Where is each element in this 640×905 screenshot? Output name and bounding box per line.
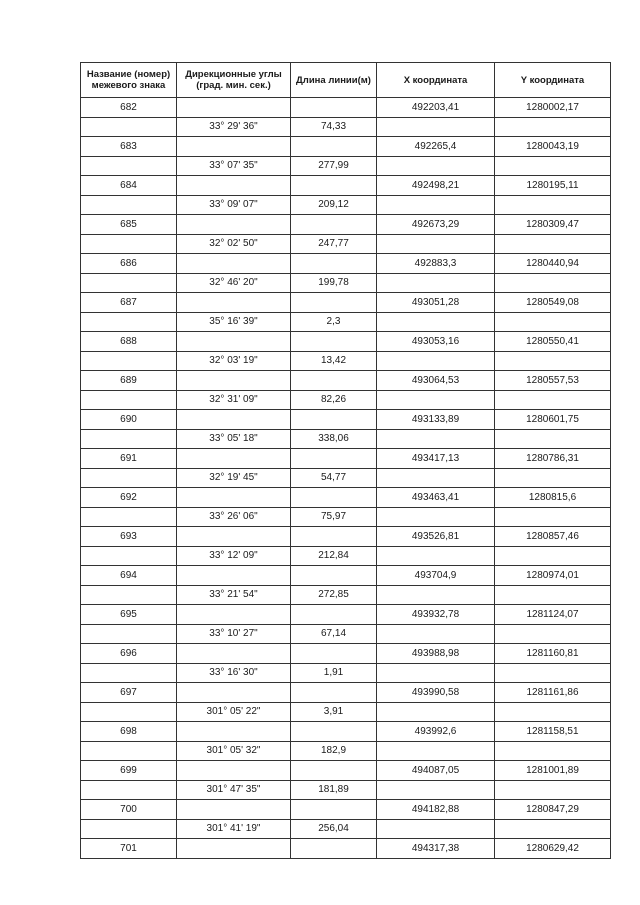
cell-angle: 33° 05' 18" [177, 429, 291, 449]
cell-name [81, 585, 177, 605]
cell-name: 685 [81, 215, 177, 235]
cell-length [291, 683, 377, 703]
table-row [81, 351, 611, 371]
cell-angle [177, 605, 291, 625]
cell-name: 691 [81, 449, 177, 469]
cell-y: 1280847,29 [495, 800, 611, 820]
cell-angle: 32° 02' 50" [177, 234, 291, 254]
cell-angle [177, 839, 291, 859]
cell-y [495, 429, 611, 449]
cell-length [291, 293, 377, 313]
cell-name [81, 273, 177, 293]
cell-y: 1280195,11 [495, 176, 611, 196]
cell-angle [177, 332, 291, 352]
table-row [81, 819, 611, 839]
cell-x: 492265,4 [377, 137, 495, 157]
cell-y [495, 663, 611, 683]
cell-angle: 301° 47' 35" [177, 780, 291, 800]
cell-y [495, 468, 611, 488]
cell-length [291, 761, 377, 781]
cell-angle: 33° 07' 35" [177, 156, 291, 176]
cell-name: 695 [81, 605, 177, 625]
cell-x [377, 351, 495, 371]
cell-length [291, 215, 377, 235]
table-row [81, 624, 611, 644]
cell-x: 494087,05 [377, 761, 495, 781]
cell-y [495, 156, 611, 176]
cell-y [495, 741, 611, 761]
table-row [81, 390, 611, 410]
cell-name [81, 429, 177, 449]
cell-name: 700 [81, 800, 177, 820]
header-angle: Дирекционные углы (град. мин. сек.) [177, 63, 291, 98]
cell-y [495, 819, 611, 839]
table-row [81, 605, 611, 625]
cell-name [81, 702, 177, 722]
cell-angle [177, 761, 291, 781]
cell-x: 494317,38 [377, 839, 495, 859]
cell-y [495, 117, 611, 137]
cell-x [377, 819, 495, 839]
cell-y: 1280786,31 [495, 449, 611, 469]
cell-length: 54,77 [291, 468, 377, 488]
cell-y [495, 507, 611, 527]
cell-length: 277,99 [291, 156, 377, 176]
cell-angle [177, 410, 291, 430]
cell-name: 684 [81, 176, 177, 196]
cell-y: 1281124,07 [495, 605, 611, 625]
cell-angle [177, 722, 291, 742]
cell-angle [177, 371, 291, 391]
cell-name [81, 156, 177, 176]
cell-angle: 33° 16' 30" [177, 663, 291, 683]
cell-name: 699 [81, 761, 177, 781]
coordinates-table [80, 62, 611, 859]
cell-x: 493053,16 [377, 332, 495, 352]
cell-angle [177, 254, 291, 274]
cell-x [377, 507, 495, 527]
cell-angle: 301° 05' 22" [177, 702, 291, 722]
cell-x: 492883,3 [377, 254, 495, 274]
cell-name [81, 468, 177, 488]
table-row [81, 234, 611, 254]
cell-angle [177, 176, 291, 196]
cell-length: 3,91 [291, 702, 377, 722]
cell-x [377, 117, 495, 137]
cell-length [291, 722, 377, 742]
cell-y: 1280549,08 [495, 293, 611, 313]
table-row [81, 585, 611, 605]
table-row [81, 741, 611, 761]
cell-x [377, 624, 495, 644]
table-row [81, 156, 611, 176]
table-row [81, 429, 611, 449]
cell-x [377, 663, 495, 683]
table-row [81, 507, 611, 527]
cell-length: 199,78 [291, 273, 377, 293]
cell-y [495, 585, 611, 605]
cell-y [495, 351, 611, 371]
cell-y: 1280043,19 [495, 137, 611, 157]
cell-angle: 33° 21' 54" [177, 585, 291, 605]
cell-angle: 33° 26' 06" [177, 507, 291, 527]
cell-x: 493064,53 [377, 371, 495, 391]
table-row [81, 800, 611, 820]
cell-x: 493133,89 [377, 410, 495, 430]
cell-x: 493463,41 [377, 488, 495, 508]
header-row [81, 63, 611, 98]
cell-x: 494182,88 [377, 800, 495, 820]
table-row [81, 663, 611, 683]
header-name: Название (номер) межевого знака [81, 63, 177, 98]
cell-angle: 32° 31' 09" [177, 390, 291, 410]
cell-x [377, 312, 495, 332]
table-row [81, 117, 611, 137]
table-row [81, 761, 611, 781]
cell-length [291, 254, 377, 274]
cell-y [495, 234, 611, 254]
table-row [81, 137, 611, 157]
table-row [81, 839, 611, 859]
table-body [81, 98, 611, 859]
cell-y [495, 780, 611, 800]
cell-angle [177, 527, 291, 547]
cell-y [495, 390, 611, 410]
cell-x: 493988,98 [377, 644, 495, 664]
cell-angle: 33° 29' 36" [177, 117, 291, 137]
cell-y: 1280601,75 [495, 410, 611, 430]
cell-y [495, 624, 611, 644]
cell-angle: 32° 19' 45" [177, 468, 291, 488]
cell-name: 683 [81, 137, 177, 157]
cell-length: 247,77 [291, 234, 377, 254]
cell-angle: 33° 09' 07" [177, 195, 291, 215]
cell-name: 686 [81, 254, 177, 274]
cell-x: 493990,58 [377, 683, 495, 703]
cell-angle [177, 800, 291, 820]
cell-length [291, 527, 377, 547]
cell-x [377, 702, 495, 722]
cell-name: 696 [81, 644, 177, 664]
cell-angle [177, 98, 291, 118]
cell-name [81, 663, 177, 683]
cell-x: 492498,21 [377, 176, 495, 196]
cell-length [291, 566, 377, 586]
cell-length [291, 800, 377, 820]
cell-name [81, 780, 177, 800]
cell-y: 1280557,53 [495, 371, 611, 391]
table-row [81, 98, 611, 118]
cell-y [495, 195, 611, 215]
cell-name: 698 [81, 722, 177, 742]
cell-name [81, 195, 177, 215]
cell-x [377, 741, 495, 761]
cell-length: 1,91 [291, 663, 377, 683]
cell-x: 492673,29 [377, 215, 495, 235]
cell-length [291, 449, 377, 469]
cell-name [81, 312, 177, 332]
cell-x: 493932,78 [377, 605, 495, 625]
header-length: Длина линии(м) [291, 63, 377, 98]
cell-y [495, 312, 611, 332]
cell-name: 689 [81, 371, 177, 391]
cell-length: 74,33 [291, 117, 377, 137]
cell-y: 1280550,41 [495, 332, 611, 352]
cell-angle [177, 137, 291, 157]
cell-x: 493704,9 [377, 566, 495, 586]
cell-angle: 32° 46' 20" [177, 273, 291, 293]
cell-angle: 301° 41' 19" [177, 819, 291, 839]
cell-angle [177, 215, 291, 235]
table-row [81, 546, 611, 566]
cell-angle: 32° 03' 19" [177, 351, 291, 371]
cell-length: 181,89 [291, 780, 377, 800]
cell-length: 338,06 [291, 429, 377, 449]
cell-name: 701 [81, 839, 177, 859]
cell-y: 1280815,6 [495, 488, 611, 508]
table-row [81, 312, 611, 332]
cell-name [81, 351, 177, 371]
table-row [81, 683, 611, 703]
cell-length: 2,3 [291, 312, 377, 332]
cell-name [81, 819, 177, 839]
cell-angle [177, 683, 291, 703]
cell-x [377, 390, 495, 410]
cell-angle: 35° 16' 39" [177, 312, 291, 332]
cell-length [291, 371, 377, 391]
cell-angle [177, 566, 291, 586]
cell-x [377, 156, 495, 176]
cell-name [81, 741, 177, 761]
cell-length [291, 644, 377, 664]
cell-angle: 33° 10' 27" [177, 624, 291, 644]
cell-name: 693 [81, 527, 177, 547]
table-row [81, 468, 611, 488]
cell-x [377, 273, 495, 293]
table-row [81, 215, 611, 235]
cell-length: 256,04 [291, 819, 377, 839]
cell-y: 1281001,89 [495, 761, 611, 781]
cell-angle [177, 488, 291, 508]
cell-name: 687 [81, 293, 177, 313]
cell-x: 493526,81 [377, 527, 495, 547]
cell-y: 1281161,86 [495, 683, 611, 703]
cell-name [81, 117, 177, 137]
cell-length: 75,97 [291, 507, 377, 527]
cell-x: 493051,28 [377, 293, 495, 313]
cell-x [377, 468, 495, 488]
cell-length [291, 137, 377, 157]
table-header [81, 63, 611, 98]
cell-angle: 301° 05' 32" [177, 741, 291, 761]
cell-length [291, 176, 377, 196]
cell-y: 1280440,94 [495, 254, 611, 274]
header-x: X координата [377, 63, 495, 98]
cell-length: 82,26 [291, 390, 377, 410]
cell-x [377, 780, 495, 800]
cell-x: 493417,13 [377, 449, 495, 469]
table-row [81, 273, 611, 293]
table-row [81, 644, 611, 664]
cell-length [291, 605, 377, 625]
cell-length [291, 410, 377, 430]
cell-y [495, 273, 611, 293]
cell-y [495, 546, 611, 566]
cell-name: 690 [81, 410, 177, 430]
table-row [81, 293, 611, 313]
cell-name [81, 546, 177, 566]
cell-name [81, 507, 177, 527]
cell-x [377, 429, 495, 449]
cell-angle [177, 644, 291, 664]
table-row [81, 371, 611, 391]
table-row [81, 488, 611, 508]
cell-length: 13,42 [291, 351, 377, 371]
cell-length: 67,14 [291, 624, 377, 644]
cell-length [291, 839, 377, 859]
cell-name: 697 [81, 683, 177, 703]
table-row [81, 449, 611, 469]
cell-angle [177, 449, 291, 469]
cell-name: 688 [81, 332, 177, 352]
cell-x: 492203,41 [377, 98, 495, 118]
header-y: Y координата [495, 63, 611, 98]
cell-y: 1280857,46 [495, 527, 611, 547]
cell-x [377, 234, 495, 254]
table-row [81, 566, 611, 586]
cell-y: 1280974,01 [495, 566, 611, 586]
table-row [81, 702, 611, 722]
cell-y: 1280629,42 [495, 839, 611, 859]
cell-length: 272,85 [291, 585, 377, 605]
table-row [81, 780, 611, 800]
cell-length [291, 98, 377, 118]
cell-y: 1281160,81 [495, 644, 611, 664]
cell-y: 1280002,17 [495, 98, 611, 118]
cell-y: 1280309,47 [495, 215, 611, 235]
cell-name: 692 [81, 488, 177, 508]
cell-x [377, 546, 495, 566]
table-row [81, 195, 611, 215]
table-row [81, 527, 611, 547]
cell-name: 694 [81, 566, 177, 586]
cell-name [81, 234, 177, 254]
table-row [81, 410, 611, 430]
table-row [81, 254, 611, 274]
cell-x [377, 585, 495, 605]
cell-length: 209,12 [291, 195, 377, 215]
cell-x [377, 195, 495, 215]
cell-name [81, 390, 177, 410]
table-row [81, 722, 611, 742]
cell-angle [177, 293, 291, 313]
cell-y [495, 702, 611, 722]
table-row [81, 176, 611, 196]
cell-length [291, 488, 377, 508]
cell-y: 1281158,51 [495, 722, 611, 742]
cell-length [291, 332, 377, 352]
cell-x: 493992,6 [377, 722, 495, 742]
cell-length: 212,84 [291, 546, 377, 566]
cell-angle: 33° 12' 09" [177, 546, 291, 566]
cell-name: 682 [81, 98, 177, 118]
cell-name [81, 624, 177, 644]
table-row [81, 332, 611, 352]
cell-length: 182,9 [291, 741, 377, 761]
